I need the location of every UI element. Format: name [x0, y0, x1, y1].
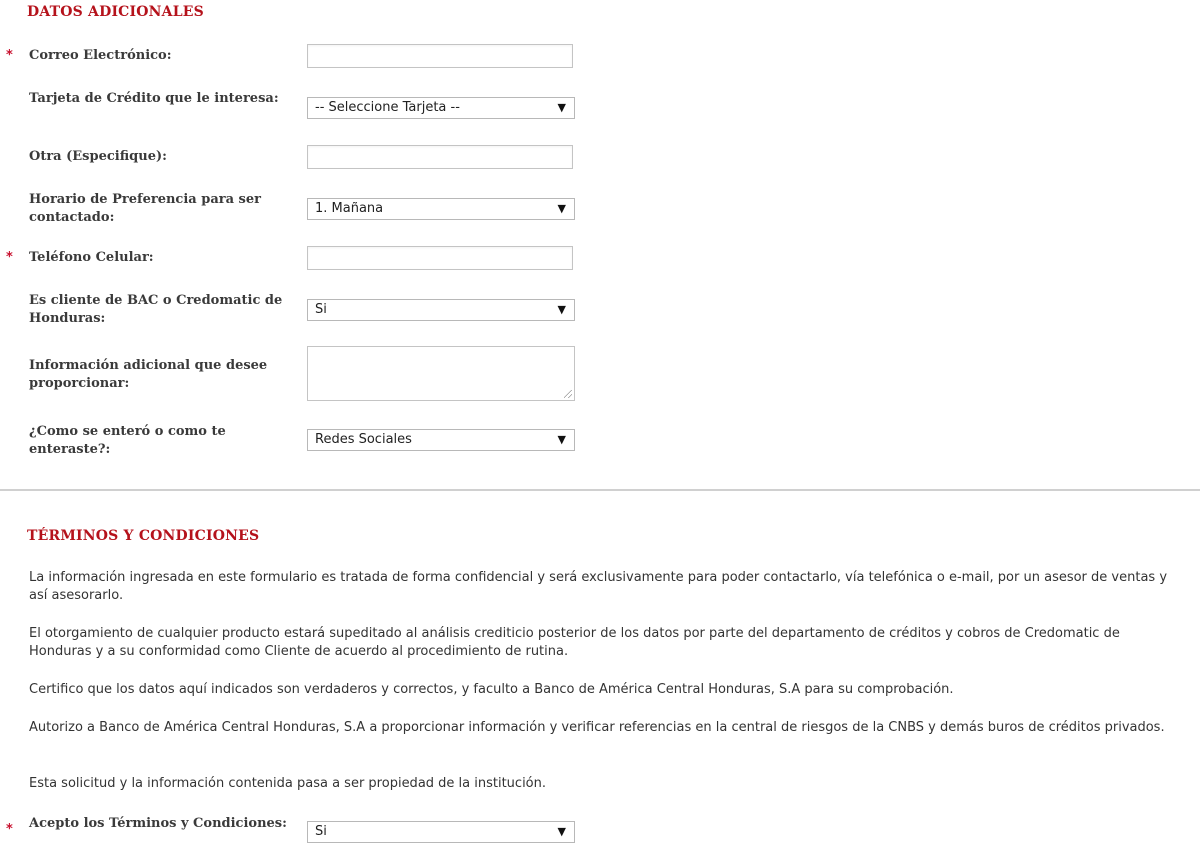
terms-paragraph-confidentiality: La información ingresada en este formulario es tratada de forma confidencial y será exclusivamente para poder contactarlo, vía telefónica o e-mail, por un asesor de ventas y así asesorarlo. [29, 570, 1168, 603]
other-card-label: Otra (Especifique): [29, 149, 167, 164]
chevron-down-icon: ▼ [557, 433, 566, 446]
accept-terms-select[interactable] [307, 821, 575, 843]
other-card-field[interactable] [307, 145, 573, 169]
contact-time-selected-value: 1. Mañana [315, 201, 384, 216]
existing-client-select[interactable] [307, 299, 575, 321]
card-type-selected-value: -- Seleccione Tarjeta -- [315, 100, 460, 115]
chevron-down-icon: ▼ [557, 202, 566, 215]
card-type-select[interactable] [307, 97, 575, 119]
existing-client-label: Es cliente de BAC o Credomatic de Honduras: [29, 293, 283, 326]
email-label: Correo Electrónico: [29, 48, 172, 63]
section-title-datos-adicionales: DATOS ADICIONALES [27, 4, 204, 20]
mobile-phone-label: Teléfono Celular: [29, 250, 154, 265]
required-marker: * [6, 250, 13, 265]
referral-source-label: ¿Como se enteró o como te enteraste?: [29, 424, 226, 457]
terms-paragraph-certification: Certifico que los datos aquí indicados son verdaderos y correctos, y faculto a Banco de América Central Honduras, S.A para su comprobación. [29, 682, 954, 697]
email-field[interactable] [307, 44, 573, 68]
additional-info-textarea[interactable] [307, 346, 575, 401]
contact-time-label: Horario de Preferencia para ser contactado: [29, 192, 261, 225]
section-divider [0, 489, 1200, 491]
contact-time-select[interactable] [307, 198, 575, 220]
accept-terms-label: Acepto los Términos y Condiciones: [29, 816, 287, 831]
section-title-terminos: TÉRMINOS Y CONDICIONES [27, 528, 260, 544]
terms-paragraph-credit-analysis: El otorgamiento de cualquier producto estará supeditado al análisis crediticio posterior de los datos por parte del departamento de créditos y cobros de Credomatic de Honduras y a su conformidad como Cliente de acuerdo al procedimiento de rutina. [29, 626, 1120, 659]
chevron-down-icon: ▼ [557, 303, 566, 316]
required-marker: * [6, 48, 13, 63]
terms-paragraph-authorization: Autorizo a Banco de América Central Honduras, S.A a proporcionar información y verificar referencias en la central de riesgos de la CNBS y demás buros de créditos privados. [29, 720, 1165, 735]
accept-terms-selected-value: Si [315, 824, 327, 839]
chevron-down-icon: ▼ [557, 101, 566, 114]
additional-info-label: Información adicional que desee proporcionar: [29, 358, 268, 391]
card-type-label: Tarjeta de Crédito que le interesa: [29, 91, 279, 106]
terms-paragraph-ownership: Esta solicitud y la información contenida pasa a ser propiedad de la institución. [29, 776, 547, 791]
mobile-phone-field[interactable] [307, 246, 573, 270]
referral-source-select[interactable] [307, 429, 575, 451]
resize-grip-icon[interactable] [564, 390, 572, 398]
chevron-down-icon: ▼ [557, 825, 566, 838]
required-marker: * [6, 822, 13, 837]
existing-client-selected-value: Si [315, 302, 327, 317]
referral-source-selected-value: Redes Sociales [315, 432, 412, 447]
